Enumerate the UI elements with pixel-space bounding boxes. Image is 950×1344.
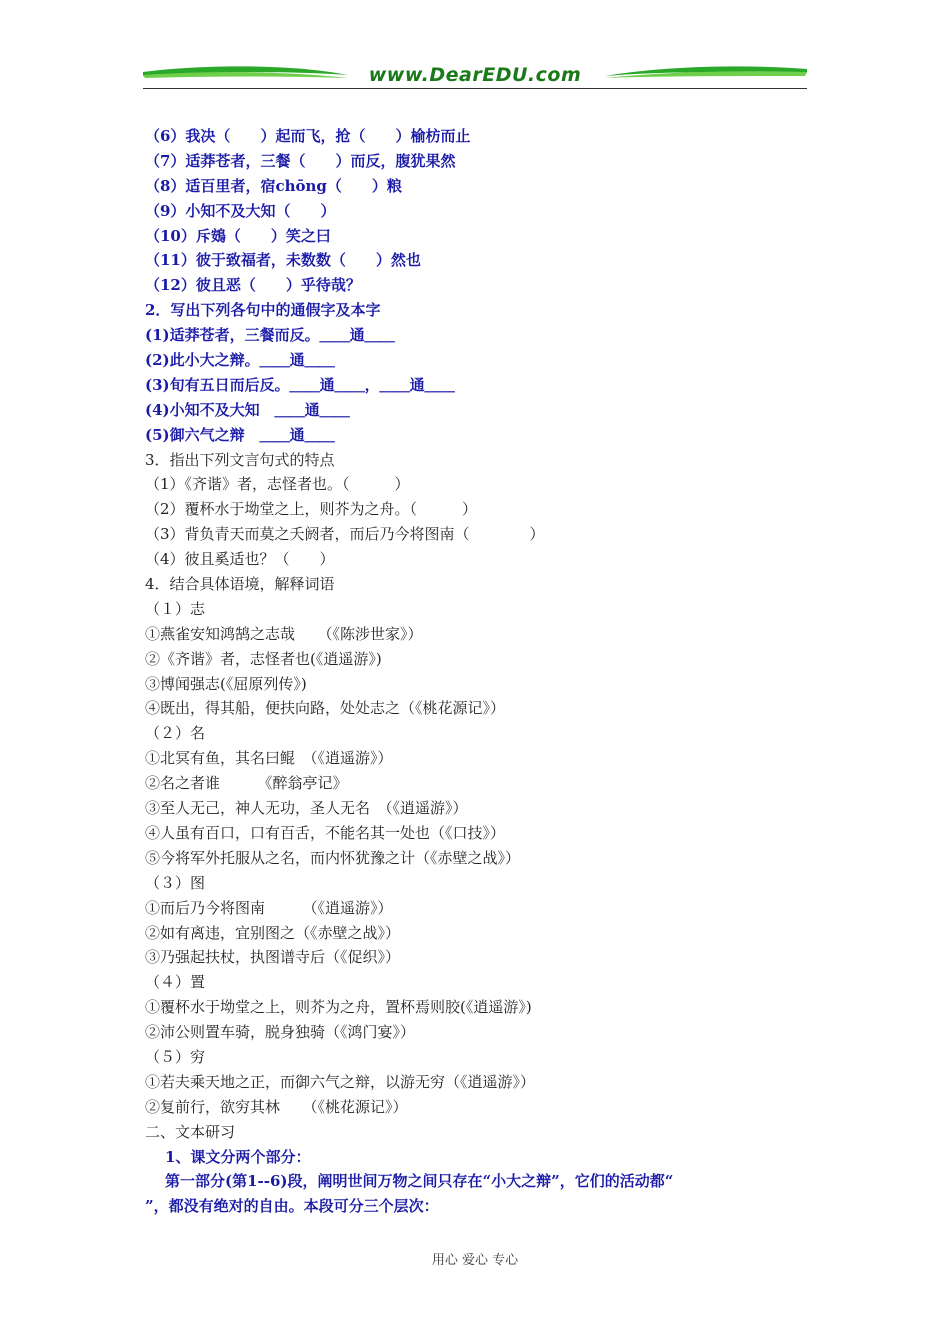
- site-logo-text: www.DearEDU.com: [368, 64, 582, 86]
- text-line: ”，都没有绝对的自由。本段可分三个层次：: [145, 1197, 439, 1216]
- text-line: （３）图: [145, 873, 206, 892]
- text-line: （10）斥鴳（ ）笑之曰: [145, 226, 331, 245]
- text-line: (4)小知不及大知 ＿＿通＿＿: [145, 400, 350, 419]
- text-line: ②复前行，欲穷其林 （《桃花源记》）: [145, 1097, 408, 1116]
- section-heading: 3．指出下列文言句式的特点: [145, 450, 335, 469]
- text-line: ④人虽有百口，口有百舌，不能名其一处也（《口技》）: [145, 823, 506, 842]
- text-line: (2)此小大之辩。＿＿通＿＿: [145, 351, 335, 370]
- text-line: (3)旬有五日而后反。＿＿通＿＿，＿＿通＿＿: [145, 375, 455, 394]
- text-line: (5)御六气之辩 ＿＿通＿＿: [145, 425, 335, 444]
- text-line: （1）《齐谐》者，志怪者也。（ ）: [145, 475, 410, 494]
- text-line: ③博闻强志(《屈原列传》): [145, 674, 307, 693]
- text-line: （５）穷: [145, 1047, 206, 1066]
- text-line: ①覆杯水于坳堂之上，则芥为之舟，置杯焉则胶(《逍遥游》): [145, 998, 532, 1017]
- text-line: ③至人无己，神人无功，圣人无名 （《逍遥游》）: [145, 799, 468, 818]
- text-line: ①燕雀安知鸿鹄之志哉 （《陈涉世家》）: [145, 624, 423, 643]
- text-line: ②名之者谁 《醉翁亭记》: [145, 774, 348, 793]
- text-line: ①若夫乘天地之正，而御六气之辩，以游无穷（《逍遥游》）: [145, 1072, 536, 1091]
- text-line: （４）置: [145, 973, 206, 992]
- text-line: 1、课文分两个部分：: [165, 1147, 311, 1166]
- text-line: (1)适莽苍者，三餐而反。＿＿通＿＿: [145, 326, 395, 345]
- text-line: （11）彼于致福者，未数数（ ）然也: [145, 251, 421, 270]
- text-line: （8）适百里者，宿chōng（ ）粮: [145, 176, 402, 195]
- text-line: （6）我决（ ）起而飞，抢（ ）榆枋而止: [145, 127, 471, 145]
- text-line: ②《齐谐》者，志怪者也(《逍遥游》): [145, 649, 382, 668]
- text-line: ②沛公则置车骑，脱身独骑（《鸿门宴》）: [145, 1023, 416, 1042]
- text-line: （２）名: [145, 724, 206, 743]
- text-line: （7）适莽苍者，三餐（ ）而反，腹犹果然: [145, 151, 456, 170]
- text-line: ②如有离违，宜别图之（《赤壁之战》）: [145, 923, 401, 942]
- text-line: （2）覆杯水于坳堂之上，则芥为之舟。（ ）: [145, 500, 478, 519]
- text-line: ③乃强起扶杖，执图谱寺后（《促织》）: [145, 948, 401, 967]
- document-body: [145, 124, 810, 1219]
- text-line: （12）彼且恶（ ）乎待哉？: [145, 276, 361, 295]
- text-line: （4）彼且奚适也？（ ）: [145, 550, 335, 569]
- text-line: ④既出，得其船，便扶向路，处处志之（《桃花源记》）: [145, 699, 506, 718]
- text-line: （１）志: [145, 599, 206, 618]
- text-line: ①而后乃今将图南 （《逍遥游》）: [145, 898, 393, 917]
- text-line: 第一部分(第1--6)段，阐明世间万物之间只存在“小大之辩”，它们的活动都“: [165, 1172, 674, 1191]
- section-heading: 二、文本研习: [145, 1122, 236, 1141]
- section-heading: 2．写出下列各句中的通假字及本字: [145, 301, 381, 320]
- header-rule: [143, 88, 807, 89]
- page-footer: 用心 爱心 专心: [431, 1253, 519, 1268]
- text-line: ⑤今将军外托服从之名，而内怀犹豫之计（《赤壁之战》）: [145, 848, 521, 867]
- section-heading: 4．结合具体语境，解释词语: [145, 575, 335, 594]
- text-line: （9）小知不及大知（ ）: [145, 201, 336, 220]
- text-line: （3）背负青天而莫之夭阏者，而后乃今将图南（ ）: [145, 525, 545, 544]
- text-line: ①北冥有鱼，其名曰鲲 （《逍遥游》）: [145, 749, 393, 768]
